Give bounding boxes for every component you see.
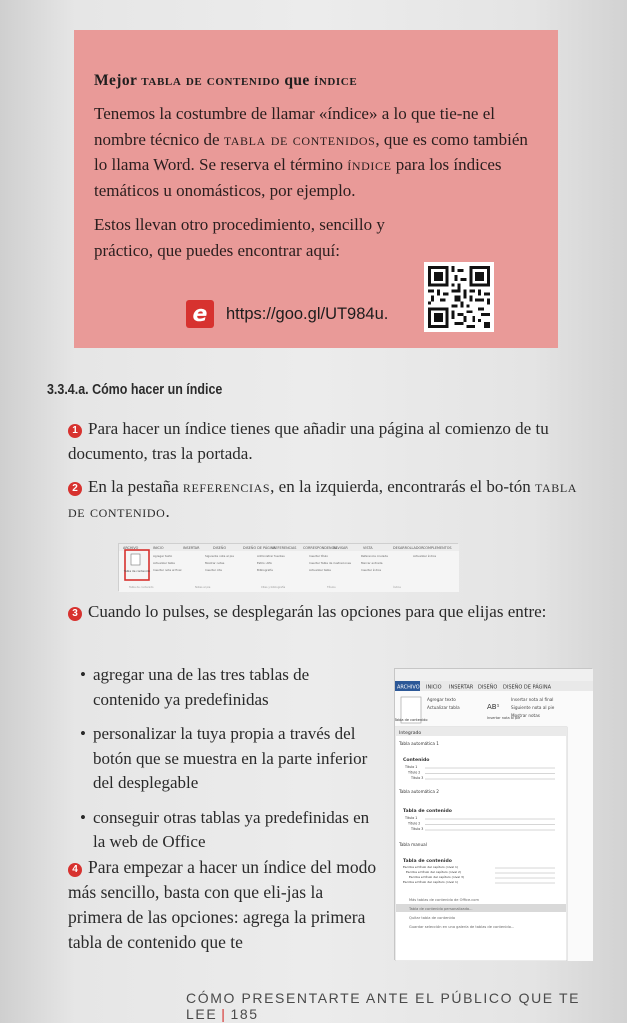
step-1-text: Para hacer un índice tienes que añadir una página al comienzo de tu documento, tras la portada. [68,419,549,463]
ribbon-group-1: Notas al pie [195,586,211,589]
ribbon-item-8: Bibliografía [257,568,273,572]
ab-footnote-icon: AB¹ [487,703,500,711]
footer-separator: | [221,1006,227,1022]
toc-menu-item-3: Guardar selección en una galería de tablas de contenido... [409,925,515,929]
ribbon-item-2: Insertar nota al final [153,568,182,572]
ribbon-tab-6: CORRESPONDENCIA [303,546,338,550]
step-number-1: 1 [68,424,82,438]
toc-menu-item-1: Tabla de contenido personalizada... [409,907,473,911]
ribbon-item-5: Insertar cita [205,568,222,572]
toc-line: Título 1 [405,765,418,769]
step-1 [68,416,593,466]
toc-line: Título 3 [411,776,424,780]
ribbon-screenshot-svg [119,544,459,592]
toc-style-name-2: Tabla automática 2 [399,789,439,794]
title-prefix: Mejor [94,72,142,89]
ribbon-item-10: Insertar Tabla de ilustraciones [309,561,351,565]
callout-paragraph-1 [94,101,538,203]
toc-manual-line: Escriba el título del capítulo (nivel 2) [406,870,462,874]
step-2-text-c: . [165,502,170,521]
step-3 [68,599,593,624]
p1-smallcaps-2: índice [347,155,392,174]
callout-paragraph-2: Estos llevan otro procedimiento, sencillo y práctico, que puedes encontrar aquí: [94,215,385,260]
toc-line: Título 1 [405,816,418,820]
toc-style-name-3: Tabla manual [399,842,427,847]
list-item: • agregar una de las tres tablas de contenido ya predefinidas [80,663,380,712]
bullet-list [80,663,380,865]
word-toc-screenshot [394,668,592,960]
title-smallcaps-2: índice [313,72,358,89]
toc-heading-3: Tabla de contenido [403,859,452,864]
toc-style-name-1: Tabla automática 1 [399,741,439,746]
ribbon-tab-0: ARCHIVO [123,546,139,550]
ribbon-tab-7: REVISAR [333,546,348,550]
ribbon-tab-8: VISTA [363,546,373,550]
toc-manual-line: Escriba el título del capítulo (nivel 3) [409,875,465,879]
ribbon-item-14: Insertar índice [361,568,382,572]
p1-part-c: para los índices temáticos u onomásticos, por ejemplo. [94,155,502,200]
ribbon-tab-2: INSERTAR [183,546,200,550]
word-toolbar-item-2: Insertar nota al final [511,697,554,702]
toc-line: Título 3 [411,827,424,831]
step-2-text-b: , en la izquierda, encontrarás el bo-tón [270,477,535,496]
ribbon-item-12: Referencia cruzada [361,554,388,558]
list-item: • personalizar la tuya propia a través del botón que se muestra en la parte inferior del desplegable [80,722,380,796]
step-2-smallcaps-2: tabla de contenido [68,477,578,521]
callout-link-row[interactable] [186,300,388,328]
callout-title [94,72,538,90]
p1-smallcaps: tabla de contenidos [223,129,376,149]
word-tab-0: ARCHIVO [397,684,420,691]
toc-manual-line: Escriba el título del capítulo (nivel 1) [403,880,459,884]
title-mid: que [280,72,314,89]
e-logo-icon: e [186,300,214,328]
ribbon-item-3: Siguiente nota al pie [205,554,234,558]
word-toolbar-item-3: Siguiente nota al pie [511,705,555,710]
ribbon-item-7: Estilo: APA [257,561,272,565]
step-2-text-a: En la pestaña [88,477,183,496]
ribbon-item-13: Marcar entrada [361,561,383,565]
gallery-section-label: Integrado [399,731,422,736]
ribbon-item-11: Actualizar tabla [309,568,331,572]
ribbon-item-0: Agregar texto [153,554,173,558]
ribbon-group-4: Índice [393,586,401,589]
toc-line: Título 2 [408,821,421,826]
page-footer [186,990,627,1022]
step-number-2: 2 [68,482,82,496]
ribbon-item-1: Actualizar tabla [153,561,175,565]
toc-line: Título 2 [408,770,421,775]
word-toc-button-label: Tabla de contenido [395,718,428,722]
qr-code-icon [424,262,494,332]
ribbon-tab-3: DISEÑO [213,546,227,550]
ribbon-tab-4: DISEÑO DE PÁGINA [243,546,276,550]
word-toolbar-item-4: Mostrar notas [511,713,540,718]
word-toc-screenshot-svg [395,669,593,961]
toc-manual-line: Escriba el título del capítulo (nivel 1) [403,865,459,869]
word-tab-1: INICIO [426,684,442,691]
ribbon-tab-5: REFERENCIAS [273,546,297,550]
title-smallcaps-1: tabla de contenido [141,72,281,89]
callout-url[interactable]: https://goo.gl/UT984u. [226,304,389,323]
step-2-smallcaps-1: referencias [182,477,271,496]
ribbon-toc-button-label: Tabla de contenido [123,569,151,573]
step-number-3: 3 [68,607,82,621]
word-tab-4: DISEÑO DE PÁGINA [503,684,552,691]
step-4 [68,855,380,955]
ribbon-group-0: Tabla de contenido [129,586,154,589]
ribbon-item-4: Mostrar notas [205,561,225,565]
ribbon-group-2: Citas y bibliografía [261,586,286,589]
ribbon-tab-9: DESARROLLADOR [393,546,424,550]
toc-menu-item-2: Quitar tabla de contenido [409,916,456,920]
ribbon-tab-1: INICIO [153,546,164,550]
step-2 [68,474,593,524]
footer-title: CÓMO PRESENTARTE ANTE EL PÚBLICO QUE TE LEE [186,990,581,1022]
ribbon-tab-10: COMPLEMENTOS [423,546,452,550]
step-number-4: 4 [68,863,82,877]
insert-footnote-label: Insertar nota al pie [487,716,521,720]
page-number: 185 [230,1006,259,1022]
word-toolbar-item-0: Agregar texto [427,697,456,702]
ribbon-screenshot [118,543,458,591]
toc-heading-1: Contenido [403,758,430,763]
step-3-text: Cuando lo pulses, se desplegarán las opciones para que elijas entre: [88,602,547,621]
word-tab-2: INSERTAR [449,684,474,691]
word-tab-3: DISEÑO [478,684,498,691]
ribbon-group-3: Títulos [327,586,336,589]
word-toolbar-item-1: Actualizar tabla [427,705,460,710]
step-4-text: Para empezar a hacer un índice del modo más sencillo, basta con que eli-jas la primera de las opciones: agrega la primera tabla de contenido que te [68,857,377,952]
ribbon-item-9: Insertar título [309,554,329,558]
toc-menu-item-0: Más tablas de contenido de Office.com [409,898,479,902]
section-heading: 3.3.4.a. Cómo hacer un índice [47,382,223,398]
ribbon-item-6: Administrar fuentes [257,554,285,558]
list-item: • conseguir otras tablas ya predefinidas en la web de Office [80,806,380,855]
ribbon-item-15: Actualizar índice [413,554,437,558]
p1-part-a: Tenemos la costumbre de llamar «índice» a lo que tie-ne el nombre técnico de [94,104,495,149]
p1-part-b: , que es como también lo llama Word. Se reserva el término [94,129,528,174]
toc-heading-2: Tabla de contenido [403,809,452,814]
